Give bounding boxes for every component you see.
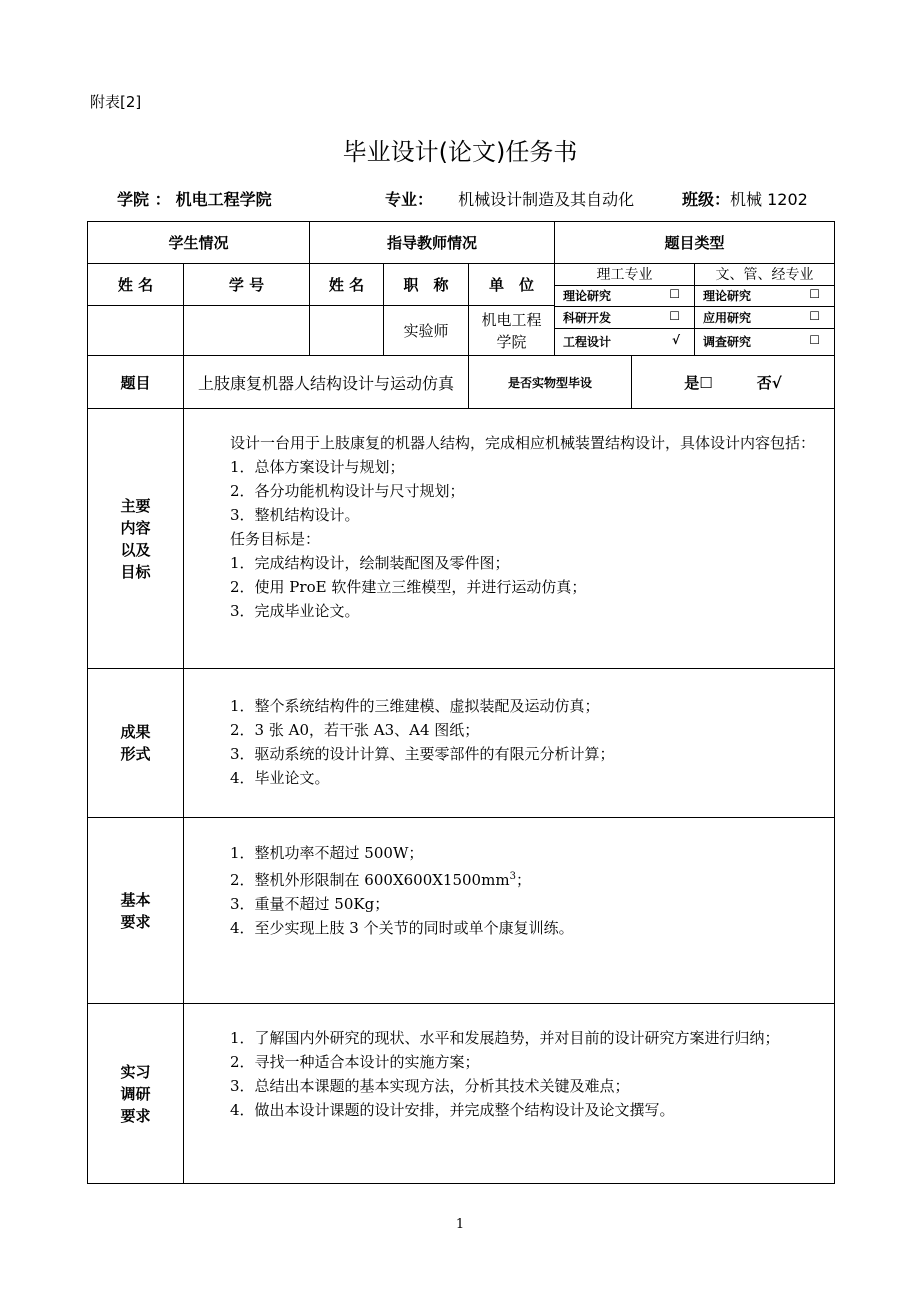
student-section-header: 学生情况 (88, 222, 310, 264)
type-applied-arts[interactable]: 应用研究 ☐ (695, 306, 835, 328)
physical-project-options[interactable] (632, 356, 835, 408)
goal-item: 3．完成毕业论文。 (230, 602, 360, 620)
topic-value: 上肢康复机器人结构设计与运动仿真 (184, 356, 469, 409)
practice-item: 3．总结出本课题的基本实现方法，分析其技术关键及难点； (230, 1077, 630, 1095)
option-no: 否√ (756, 373, 782, 392)
practice-item: 2．寻找一种适合本设计的实施方案； (230, 1053, 480, 1071)
requirements-body (184, 818, 835, 1004)
content-item: 2．各分功能机构设计与尺寸规划； (230, 482, 465, 500)
advisor-section-header: 指导教师情况 (310, 222, 555, 264)
advisor-name-cell[interactable] (310, 306, 384, 356)
goal-label: 任务目标是： (230, 530, 321, 548)
major-label: 专业： (385, 190, 434, 209)
checkbox-icon: ☐ (809, 333, 821, 348)
college-value: 机电工程学院 (175, 190, 272, 209)
result-item: 3．驱动系统的设计计算、主要零部件的有限元分析计算； (230, 745, 615, 763)
class-label: 班级： (682, 190, 731, 209)
checkbox-icon: ☐ (809, 287, 821, 301)
main-content-label: 主要 内容 以及 目标 (88, 409, 184, 669)
check-mark-icon: √ (672, 333, 681, 348)
content-item: 1．总体方案设计与规划； (230, 458, 405, 476)
type-theory-arts[interactable]: 理论研究 ☐ (695, 285, 835, 306)
topic-label: 题目 (88, 356, 184, 409)
major-field (385, 187, 634, 210)
checkbox-icon: ☐ (809, 308, 821, 323)
checkbox-icon: ☐ (669, 308, 681, 323)
requirement-item: 3．重量不超过 50Kg； (230, 895, 390, 913)
type-engineering-eng[interactable]: 工程设计 √ (555, 328, 695, 355)
requirements-label: 基本 要求 (88, 818, 184, 1004)
major-value: 机械设计制造及其自动化 (458, 190, 635, 209)
result-item: 1．整个系统结构件的三维建模、虚拟装配及运动仿真； (230, 697, 600, 715)
class-field (682, 187, 808, 210)
content-intro: 设计一台用于上肢康复的机器人结构，完成相应机械装置结构设计，具体设计内容包括： (230, 434, 816, 452)
class-value: 机械 1202 (730, 190, 808, 209)
result-item: 4．毕业论文。 (230, 769, 330, 787)
results-label: 成果 形式 (88, 669, 184, 818)
task-form-table (87, 221, 835, 1184)
topic-type-header: 题目类型 (555, 222, 835, 264)
topic-type-grid (555, 264, 835, 356)
student-id-cell[interactable] (184, 306, 310, 356)
results-body (184, 669, 835, 818)
goal-item: 2．使用 ProE 软件建立三维模型，并进行运动仿真； (230, 578, 587, 596)
practice-intro: 1．了解国内外研究的现状、水平和发展趋势，并对目前的设计研究方案进行归纳； (230, 1029, 780, 1047)
advisor-unit-header: 单 位 (469, 264, 555, 306)
page-title: 毕业设计(论文)任务书 (342, 138, 578, 166)
type-rnd-eng[interactable]: 科研开发 ☐ (555, 306, 695, 328)
physical-project-label: 是否实物型毕设 (508, 375, 593, 390)
checkbox-icon: ☐ (669, 287, 681, 301)
page-number: 1 (455, 1217, 465, 1232)
college-field (117, 187, 272, 210)
advisor-unit-cell: 机电工程 学院 (469, 306, 555, 356)
goal-item: 1．完成结构设计，绘制装配图及零件图； (230, 554, 510, 572)
advisor-title-header: 职 称 (384, 264, 469, 306)
type-theory-eng[interactable]: 理论研究 ☐ (555, 285, 695, 306)
practice-body (184, 1004, 835, 1184)
content-item: 3．整机结构设计。 (230, 506, 360, 524)
student-name-header: 姓 名 (88, 264, 184, 306)
college-label: 学院 ： (117, 190, 171, 209)
requirement-item: 2．整机外形限制在 $600X600X1500mm^3$； (230, 871, 531, 889)
student-name-cell[interactable] (88, 306, 184, 356)
appendix-label: 附表[2] (90, 93, 142, 111)
physical-project-cell (469, 356, 835, 409)
advisor-title-cell: 实验师 (384, 306, 469, 356)
requirement-item: 4．至少实现上肢 3 个关节的同时或单个康复训练。 (230, 919, 574, 937)
main-content-body (184, 409, 835, 669)
option-yes: 是☐ (684, 373, 713, 392)
eng-major-header: 理工专业 (596, 267, 653, 284)
student-id-header: 学 号 (184, 264, 310, 306)
practice-label: 实习 调研 要求 (88, 1004, 184, 1184)
arts-major-header: 文、管、经专业 (695, 264, 835, 285)
result-item: 2．3 张 A0，若干张 A3、A4 图纸； (230, 721, 480, 739)
type-survey-arts[interactable]: 调查研究 ☐ (695, 328, 835, 355)
advisor-name-header: 姓 名 (310, 264, 384, 306)
requirement-item: 1．整机功率不超过 500W； (230, 844, 424, 862)
practice-item: 4．做出本设计课题的设计安排，并完成整个结构设计及论文撰写。 (230, 1101, 675, 1119)
